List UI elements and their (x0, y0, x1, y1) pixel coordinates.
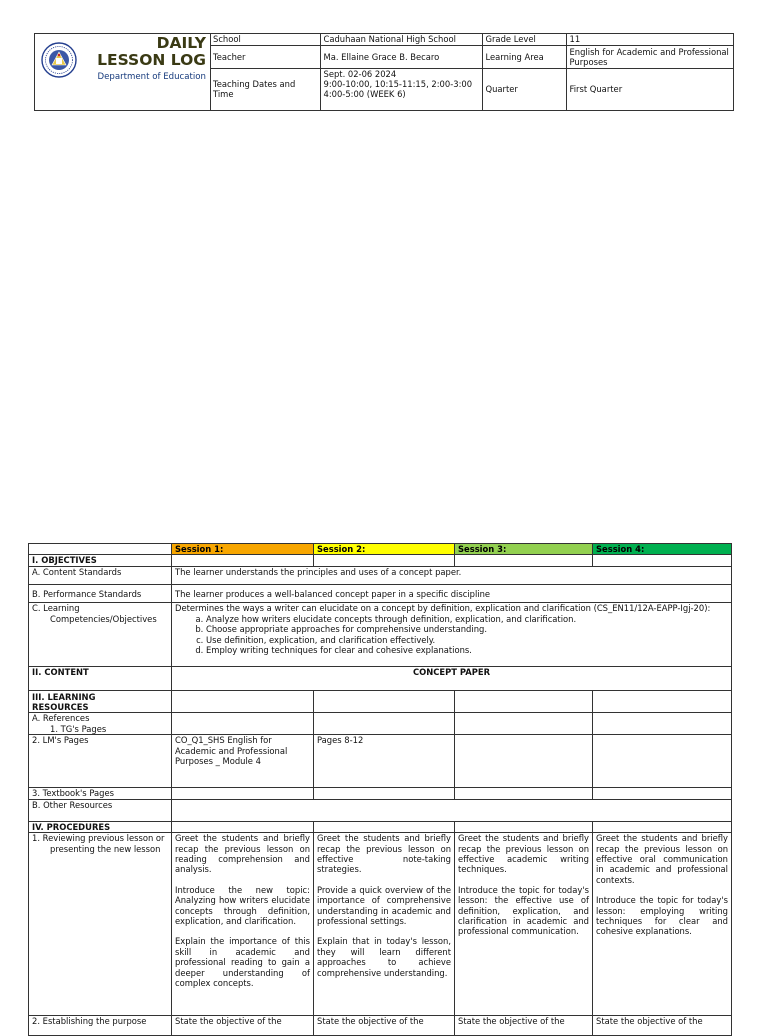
empty-cell (455, 821, 593, 832)
purpose-label-text: 2. Establishing the purpose (32, 1016, 147, 1027)
paragraph: Introduce the topic for today's lesson: employing writing techniques for clear and cohesive explanations. (596, 895, 728, 937)
paragraph: Introduce the new topic: Analyzing how writers elucidate concepts through definition, explication, and clarification. (175, 884, 310, 927)
grade-value: 11 (566, 34, 734, 45)
competencies-label (29, 603, 172, 667)
list-item: d. Employ writing techniques for clear and cohesive explanations. (206, 645, 728, 655)
tg-pages-label: 1. TG's Pages (50, 723, 107, 734)
empty-cell (593, 555, 732, 567)
empty-cell (314, 788, 455, 799)
purpose-session-2: State the objective of the (314, 1016, 455, 1036)
empty-cell (455, 555, 593, 567)
quarter-value: First Quarter (566, 68, 734, 110)
content-value: CONCEPT PAPER (172, 667, 732, 691)
empty-cell (593, 788, 732, 799)
empty-cell (172, 788, 314, 799)
competencies-label-line2: Competencies/Objectives (50, 613, 157, 624)
lm-pages-session-2: Pages 8-12 (314, 735, 455, 788)
procedures-row (29, 821, 732, 832)
purpose-row (29, 1016, 732, 1036)
empty-cell (314, 821, 455, 832)
dates-line1: Sept. 02-06 2024 (323, 68, 397, 79)
lm-pages-session-1: CO_Q1_SHS English for Academic and Professional Purposes _ Module 4 (172, 735, 314, 788)
review-row (29, 833, 732, 1016)
textbook-row (29, 788, 732, 799)
paragraph: Explain that in today's lesson, they will learn different approaches to achieve comprehensive understanding. (317, 936, 451, 978)
list-item: b. Choose appropriate approaches for comprehensive understanding. (206, 624, 728, 634)
textbook-pages-label: 3. Textbook's Pages (29, 788, 172, 799)
empty-cell (172, 555, 314, 567)
purpose-session-3: State the objective of the (455, 1016, 593, 1036)
brand-title-line1: DAILY (156, 34, 206, 52)
objectives-heading: I. OBJECTIVES (29, 555, 172, 567)
empty-cell (172, 821, 314, 832)
session-1-header: Session 1: (172, 544, 314, 555)
competencies-label-line1: C. Learning (32, 603, 80, 614)
content-heading: II. CONTENT (29, 667, 172, 691)
list-item: a. Analyze how writers elucidate concepts through definition, explication, and clarification. (206, 614, 728, 624)
empty-cell (593, 713, 732, 735)
empty-cell (314, 691, 455, 713)
performance-standards-row (29, 585, 732, 603)
empty-cell (172, 691, 314, 713)
empty-cell (455, 713, 593, 735)
performance-standards-label: B. Performance Standards (29, 585, 172, 603)
empty-cell (314, 555, 455, 567)
session-2-header: Session 2: (314, 544, 455, 555)
dates-line2: 9:00-10:00, 10:15-11:15, 2:00-3:00 (323, 78, 473, 89)
review-label (29, 833, 172, 1016)
empty-cell (314, 713, 455, 735)
review-session-2 (314, 833, 455, 1016)
school-label: School (210, 34, 320, 45)
review-label-text: 1. Reviewing previous lesson or presenting the new lesson (32, 833, 165, 854)
teacher-label: Teacher (210, 45, 320, 68)
competencies-value (172, 603, 732, 667)
resources-heading-line1: III. LEARNING (32, 691, 96, 702)
deped-seal-icon (41, 42, 77, 78)
paragraph: Introduce the topic for today's lesson: the effective use of definition, explication, and clarification in academic and professional communication. (458, 884, 589, 937)
lm-pages-row (29, 735, 732, 788)
grade-label: Grade Level (482, 34, 566, 45)
content-standards-value: The learner understands the principles and uses of a concept paper. (172, 567, 732, 585)
empty-cell (172, 799, 732, 821)
purpose-session-4: State the objective of the (593, 1016, 732, 1036)
content-standards-row (29, 567, 732, 585)
other-resources-label: B. Other Resources (29, 799, 172, 821)
paragraph: Provide a quick overview of the importance of comprehensive understanding in academic and professional settings. (317, 884, 451, 927)
content-row (29, 667, 732, 691)
session-4-header: Session 4: (593, 544, 732, 555)
lesson-plan-table (28, 543, 732, 1036)
purpose-label (29, 1016, 172, 1036)
competencies-list (175, 614, 728, 656)
empty-cell (172, 713, 314, 735)
empty-cell (455, 691, 593, 713)
brand-title (97, 35, 206, 69)
area-value: English for Academic and Professional Purposes (566, 45, 734, 68)
paragraph: Greet the students and briefly recap the previous lesson on effective note-taking strategies. (317, 833, 451, 875)
empty-cell (593, 821, 732, 832)
brand-block (35, 34, 211, 110)
resources-heading (29, 691, 172, 713)
references-heading: A. References (32, 713, 90, 724)
brand-title-line2: LESSON LOG (97, 51, 206, 69)
list-item: c. Use definition, explication, and clarification effectively. (206, 635, 728, 645)
content-standards-label: A. Content Standards (29, 567, 172, 585)
purpose-session-1: State the objective of the (172, 1016, 314, 1036)
resources-row (29, 691, 732, 713)
session-header-row (29, 544, 732, 555)
other-resources-row (29, 799, 732, 821)
resources-heading-line2: RESOURCES (32, 702, 89, 712)
procedures-heading: IV. PROCEDURES (29, 821, 172, 832)
area-label: Learning Area (482, 45, 566, 68)
review-session-4 (593, 833, 732, 1016)
brand-subtitle: Department of Education (97, 72, 206, 82)
references-label (29, 713, 172, 735)
paragraph: Greet the students and briefly recap the previous lesson on effective oral communication in academic and professional contexts. (596, 833, 728, 885)
empty-cell (593, 691, 732, 713)
header-info-table (210, 34, 734, 110)
review-session-3 (455, 833, 593, 1016)
empty-cell (455, 788, 593, 799)
empty-cell (455, 735, 593, 788)
corner-cell (29, 544, 172, 555)
empty-cell (593, 735, 732, 788)
dates-line3: 4:00-5:00 (WEEK 6) (323, 88, 406, 99)
quarter-label: Quarter (482, 68, 566, 110)
paragraph: Greet the students and briefly recap the previous lesson on reading comprehension and analysis. (175, 833, 310, 875)
competencies-intro: Determines the ways a writer can elucidate on a concept by definition, explication and clarification (CS_EN11/12A-EAPP-Igj-20): (175, 603, 711, 614)
lm-pages-label: 2. LM's Pages (29, 735, 172, 788)
paragraph: Greet the students and briefly recap the previous lesson on effective academic writing techniques. (458, 833, 589, 875)
references-row (29, 713, 732, 735)
review-session-1 (172, 833, 314, 1016)
session-3-header: Session 3: (455, 544, 593, 555)
performance-standards-value: The learner produces a well-balanced concept paper in a specific discipline (172, 585, 732, 603)
dates-label: Teaching Dates and Time (210, 68, 320, 110)
objectives-row (29, 555, 732, 567)
school-value: Caduhaan National High School (320, 34, 482, 45)
paragraph: Explain the importance of this skill in academic and professional reading to gain a deeper understanding of complex concepts. (175, 936, 310, 989)
lesson-log-header (34, 33, 734, 111)
dates-value (320, 68, 482, 110)
competencies-row (29, 603, 732, 667)
teacher-value: Ma. Ellaine Grace B. Becaro (320, 45, 482, 68)
